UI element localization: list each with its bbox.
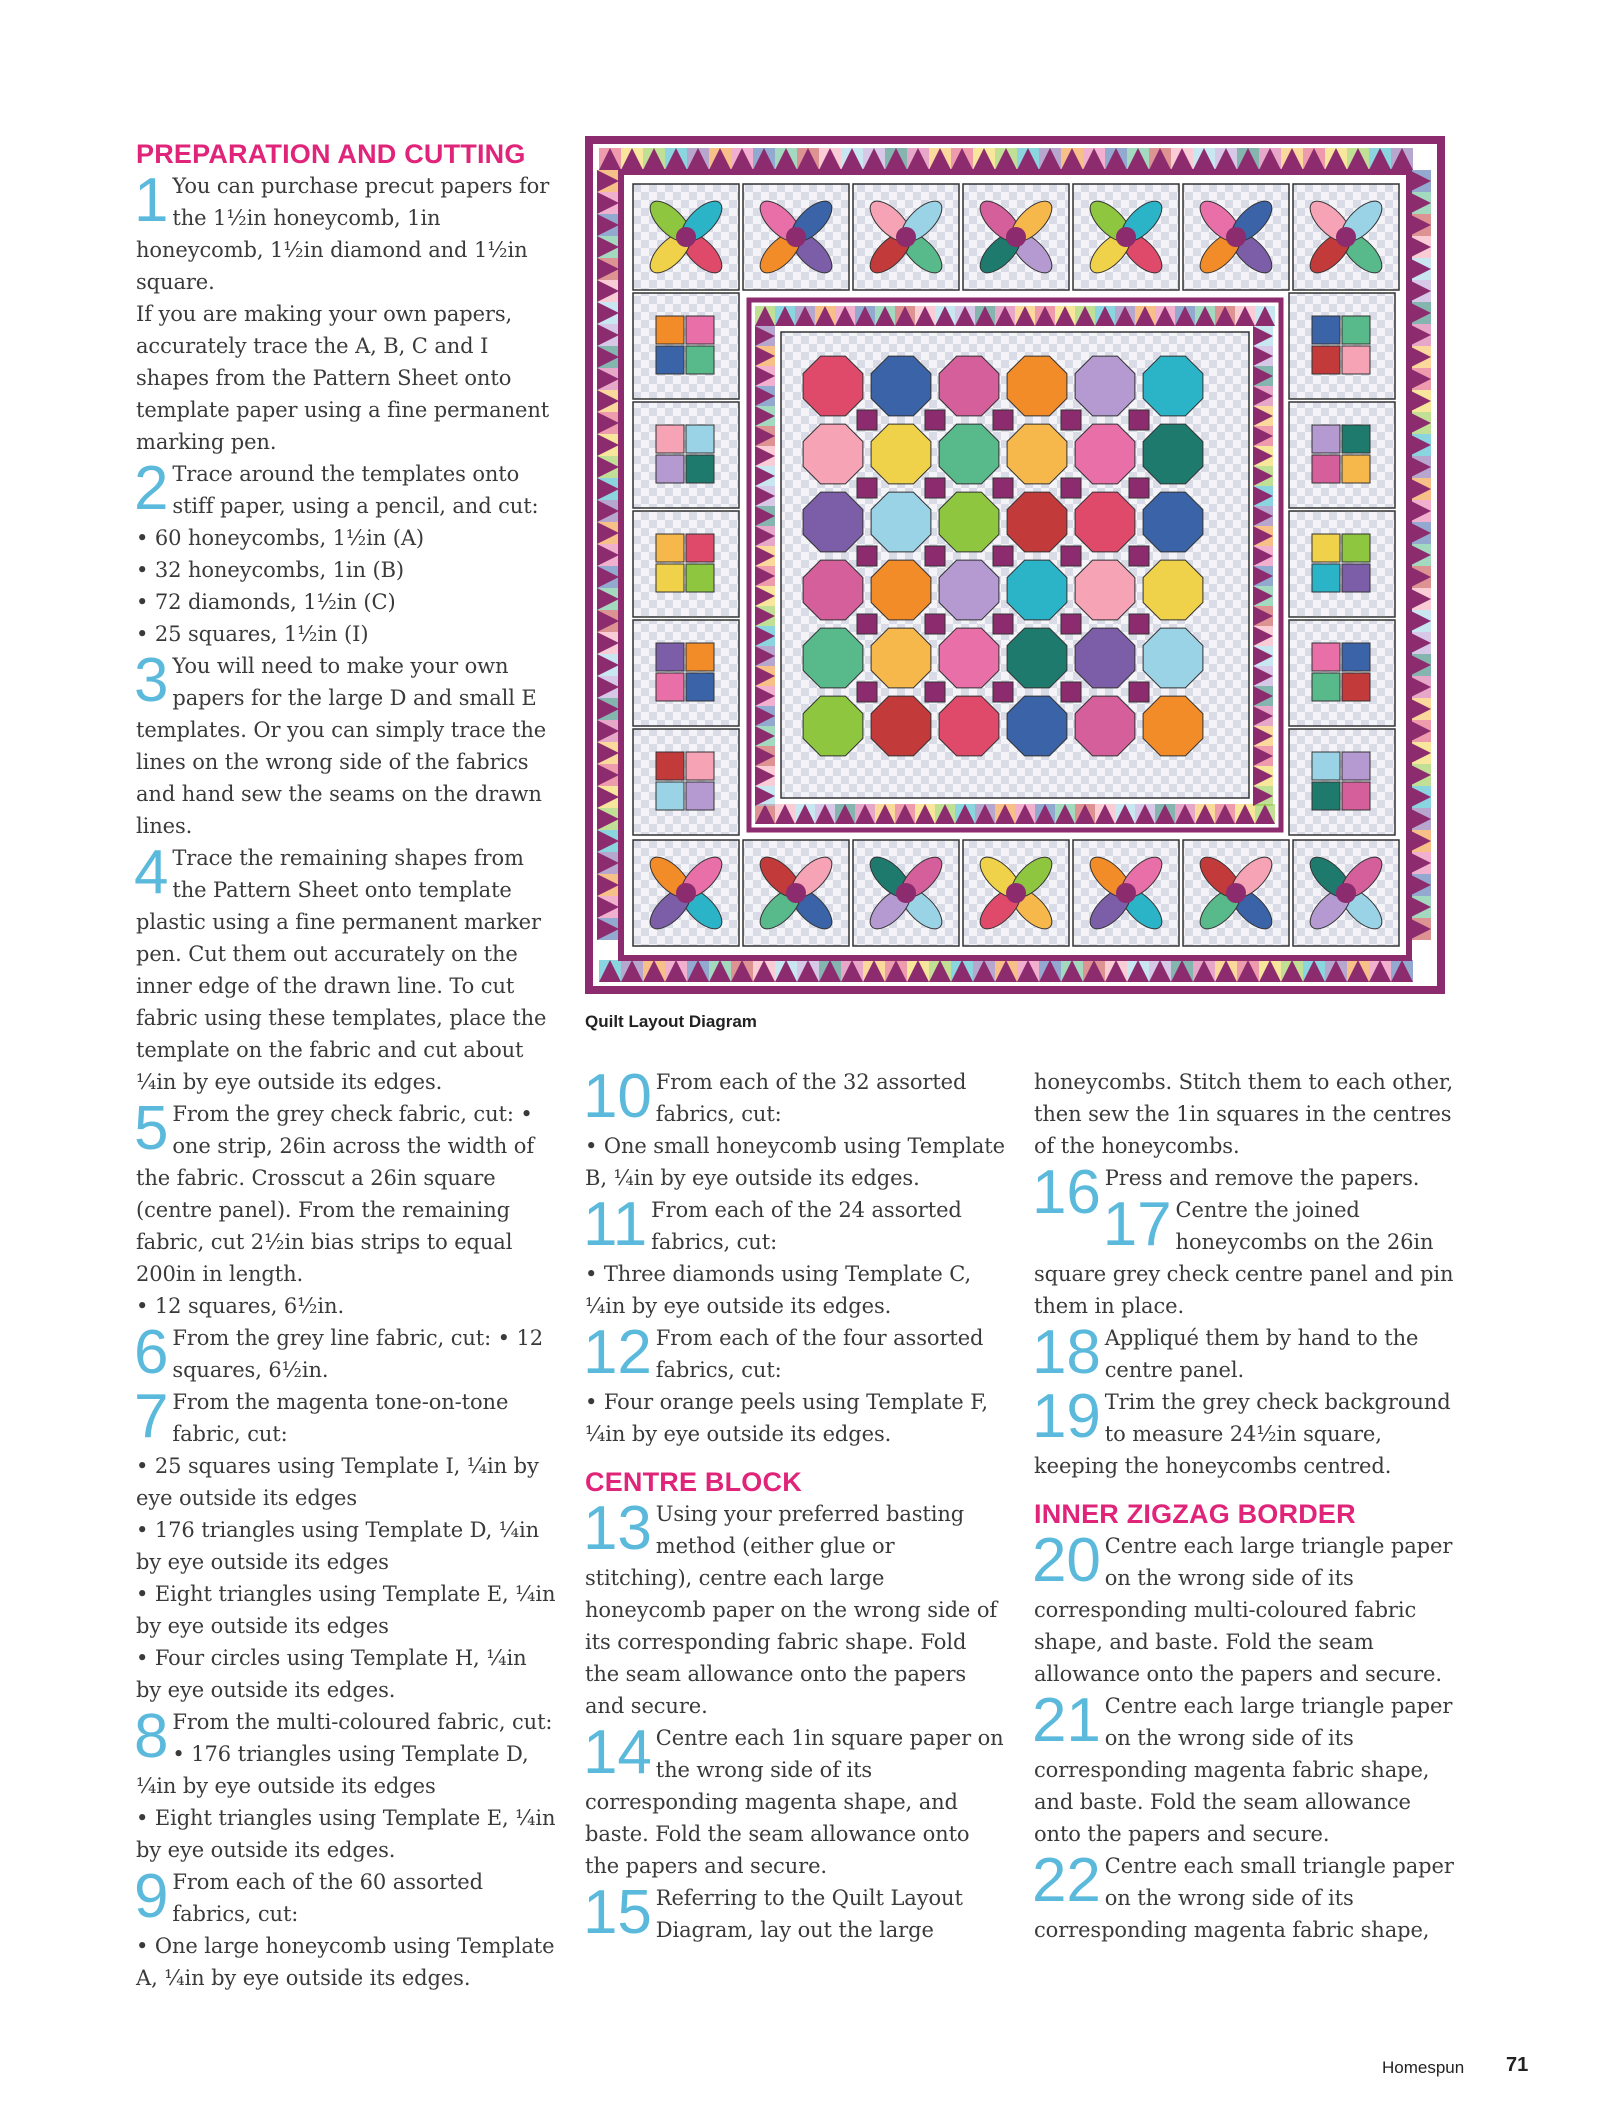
square-patch — [1342, 752, 1370, 780]
honeycomb — [1007, 424, 1067, 484]
block-centre — [676, 883, 696, 903]
honeycomb — [1007, 492, 1067, 552]
block-centre — [896, 883, 916, 903]
step-text: From each of the 24 assorted fabrics, cut: — [651, 1198, 962, 1254]
step-number: 20 — [1032, 1526, 1101, 1595]
block-centre — [1336, 227, 1356, 247]
square-patch — [1312, 425, 1340, 453]
square-patch — [1342, 673, 1370, 701]
square-patch — [1342, 782, 1370, 810]
step-number: 10 — [583, 1062, 652, 1131]
step-9 — [134, 1862, 556, 1931]
centre-square — [857, 410, 877, 430]
quilt-layout-diagram — [585, 136, 1445, 994]
step-number: 17 — [1102, 1190, 1172, 1259]
honeycomb — [803, 628, 863, 688]
bullet-item: • 176 triangles using Template D, ¼in by eye outside its edges — [136, 1518, 540, 1574]
step-number: 9 — [134, 1862, 169, 1931]
step-7 — [134, 1382, 556, 1451]
section-heading-centre-block: CENTRE BLOCK — [585, 1467, 802, 1497]
step-number: 1 — [134, 166, 169, 235]
step-text: Centre each large triangle paper on the wrong side of its corresponding multi-coloured fabric shape, and baste. Fold the seam allowance onto the papers and secure. — [1034, 1534, 1453, 1686]
centre-square — [993, 614, 1013, 634]
block-centre — [676, 227, 696, 247]
honeycomb — [871, 696, 931, 756]
paragraph: If you are making your own papers, accurately trace the A, B, C and I shapes from the Pattern Sheet onto template paper using a fine permanent marking pen. — [136, 302, 550, 454]
square-patch — [686, 673, 714, 701]
step-10 — [583, 1062, 1005, 1131]
step-number: 8 — [134, 1702, 169, 1771]
bullet-item: • Three diamonds using Template C, ¼in by eye outside its edges. — [585, 1262, 972, 1318]
step-15 — [583, 1878, 1005, 1947]
square-patch — [1342, 564, 1370, 592]
step-number: 19 — [1032, 1382, 1101, 1451]
honeycomb — [803, 356, 863, 416]
step-number: 16 — [1032, 1158, 1101, 1227]
step-text: From the magenta tone-on-tone fabric, cut: — [172, 1390, 509, 1446]
square-patch — [1312, 752, 1340, 780]
step-number: 21 — [1032, 1686, 1101, 1755]
honeycomb — [1007, 560, 1067, 620]
square-patch — [1312, 534, 1340, 562]
section-heading-inner-zigzag: INNER ZIGZAG BORDER — [1034, 1499, 1356, 1529]
bullet-item: • Eight triangles using Template E, ¼in by eye outside its edges. — [136, 1806, 556, 1862]
step-text: Trace the remaining shapes from the Pattern Sheet onto template plastic using a fine permanent marker pen. Cut them out accurately on the inner edge of the drawn line. To cut fabric using these templates, place the template on the fabric and cut about ¼in by eye outside its edges. — [136, 846, 547, 1094]
square-patch — [1312, 564, 1340, 592]
bullet-item: • Four orange peels using Template F, ¼in by eye outside its edges. — [585, 1390, 988, 1446]
bullet-item: • 60 honeycombs, 1½in (A) — [136, 526, 425, 550]
centre-square — [925, 614, 945, 634]
step-text: From each of the four assorted fabrics, cut: — [655, 1326, 984, 1382]
honeycomb — [803, 696, 863, 756]
block-centre — [1116, 227, 1136, 247]
square-patch — [1312, 643, 1340, 671]
step-text: From the grey line fabric, cut: • 12 squares, 6½in. — [172, 1326, 544, 1382]
diagram-caption: Quilt Layout Diagram — [585, 1012, 757, 1031]
square-patch — [686, 316, 714, 344]
honeycomb — [803, 560, 863, 620]
honeycomb — [871, 356, 931, 416]
bullet-item: • 32 honeycombs, 1in (B) — [136, 558, 405, 582]
block-centre — [1006, 227, 1026, 247]
step-number: 15 — [583, 1878, 652, 1947]
honeycomb — [939, 424, 999, 484]
honeycomb — [1075, 560, 1135, 620]
centre-square — [857, 614, 877, 634]
square-patch — [656, 316, 684, 344]
honeycomb — [1143, 424, 1203, 484]
centre-square — [925, 478, 945, 498]
square-patch — [1342, 346, 1370, 374]
step-13 — [583, 1494, 1005, 1722]
square-patch — [1342, 425, 1370, 453]
step-19 — [1032, 1382, 1454, 1482]
square-patch — [656, 534, 684, 562]
honeycomb — [1143, 492, 1203, 552]
honeycomb — [1143, 696, 1203, 756]
honeycomb — [1143, 560, 1203, 620]
step-22 — [1032, 1846, 1454, 1946]
step-text: From each of the 32 assorted fabrics, cut: — [655, 1070, 967, 1126]
step-number: 4 — [134, 838, 169, 907]
honeycomb — [871, 424, 931, 484]
centre-square — [993, 682, 1013, 702]
step-20 — [1032, 1526, 1454, 1690]
centre-square — [857, 478, 877, 498]
step-3 — [134, 646, 556, 842]
block-centre — [786, 883, 806, 903]
centre-square — [1129, 614, 1149, 634]
centre-square — [1129, 478, 1149, 498]
honeycomb — [1143, 628, 1203, 688]
square-patch — [1342, 455, 1370, 483]
step-6 — [134, 1318, 556, 1387]
step-number: 22 — [1032, 1846, 1101, 1915]
step-5 — [134, 1094, 556, 1290]
honeycomb — [939, 356, 999, 416]
centre-square — [1061, 478, 1081, 498]
square-patch — [656, 643, 684, 671]
honeycomb — [1143, 356, 1203, 416]
square-patch — [656, 564, 684, 592]
bullet-item: • Four circles using Template H, ¼in by eye outside its edges. — [136, 1646, 527, 1702]
square-patch — [656, 346, 684, 374]
step-text: From the grey check fabric, cut: • one strip, 26in across the width of the fabric. Crosscut a 26in square (centre panel). From the remaining fabric, cut 2½in bias strips to equal 200in in length. — [136, 1102, 535, 1286]
bullet-item: • One large honeycomb using Template A, ¼in by eye outside its edges. — [136, 1934, 555, 1990]
honeycomb — [803, 492, 863, 552]
centre-square — [857, 546, 877, 566]
step-text: Appliqué them by hand to the centre panel. — [1104, 1326, 1419, 1382]
honeycomb — [1075, 424, 1135, 484]
bullet-item: • 25 squares, 1½in (I) — [136, 622, 369, 646]
magazine-name: Homespun — [1382, 2058, 1465, 2077]
square-patch — [1312, 455, 1340, 483]
honeycomb — [871, 560, 931, 620]
step-text: Press and remove the papers. — [1104, 1166, 1420, 1190]
honeycomb — [803, 424, 863, 484]
page-number: 71 — [1506, 2054, 1529, 2076]
square-patch — [686, 752, 714, 780]
step-number: 11 — [583, 1190, 648, 1259]
square-patch — [1342, 643, 1370, 671]
honeycomb — [1007, 356, 1067, 416]
block-centre — [1226, 883, 1246, 903]
block-centre — [1116, 883, 1136, 903]
step-2 — [134, 454, 556, 523]
square-patch — [656, 425, 684, 453]
square-patch — [1342, 316, 1370, 344]
honeycomb — [1075, 492, 1135, 552]
step-number: 5 — [134, 1094, 169, 1163]
section-heading-preparation: PREPARATION AND CUTTING — [136, 139, 526, 169]
step-12 — [583, 1318, 1005, 1387]
block-centre — [896, 227, 916, 247]
honeycomb — [1007, 628, 1067, 688]
centre-square — [925, 546, 945, 566]
quilt-diagram-svg — [585, 136, 1445, 994]
square-patch — [1312, 346, 1340, 374]
step-number: 7 — [134, 1382, 169, 1451]
centre-square — [925, 410, 945, 430]
centre-square — [1129, 546, 1149, 566]
square-patch — [686, 564, 714, 592]
step-18 — [1032, 1318, 1454, 1387]
square-patch — [656, 782, 684, 810]
step-text: Centre each large triangle paper on the wrong side of its corresponding magenta fabric shape, and baste. Fold the seam allowance onto the papers and secure. — [1034, 1694, 1453, 1846]
step-text: From each of the 60 assorted fabrics, cut: — [172, 1870, 483, 1926]
block-centre — [1226, 227, 1246, 247]
centre-square — [1129, 410, 1149, 430]
step-number: 6 — [134, 1318, 169, 1387]
block-centre — [1006, 883, 1026, 903]
square-patch — [686, 782, 714, 810]
square-patch — [1312, 782, 1340, 810]
honeycomb — [1075, 356, 1135, 416]
step-11 — [583, 1190, 1005, 1259]
bullet-item: • 25 squares using Template I, ¼in by eye outside its edges — [136, 1454, 539, 1510]
block-centre — [1336, 883, 1356, 903]
square-patch — [686, 455, 714, 483]
centre-square — [993, 478, 1013, 498]
square-patch — [656, 752, 684, 780]
bullet-item: • 12 squares, 6½in. — [136, 1294, 345, 1318]
column-1 — [136, 136, 556, 1994]
honeycomb — [871, 492, 931, 552]
centre-square — [925, 682, 945, 702]
step-number: 18 — [1032, 1318, 1101, 1387]
square-patch — [1312, 673, 1340, 701]
square-patch — [1312, 316, 1340, 344]
step-number: 13 — [583, 1494, 652, 1563]
bullet-item: • One small honeycomb using Template B, ¼in by eye outside its edges. — [585, 1134, 1005, 1190]
honeycomb — [939, 628, 999, 688]
square-patch — [686, 534, 714, 562]
honeycomb — [1007, 696, 1067, 756]
step-text: Trim the grey check background to measure 24½in square, keeping the honeycombs centred. — [1034, 1390, 1451, 1478]
square-patch — [686, 346, 714, 374]
column-3 — [1034, 1066, 1454, 1946]
step-text: Trace around the templates onto stiff paper, using a pencil, and cut: — [172, 462, 539, 518]
centre-square — [1061, 410, 1081, 430]
honeycomb — [871, 628, 931, 688]
honeycomb — [939, 696, 999, 756]
centre-square — [993, 546, 1013, 566]
step-text: Referring to the Quilt Layout Diagram, lay out the large — [655, 1886, 963, 1942]
honeycomb — [939, 492, 999, 552]
step-text: Using your preferred basting method (either glue or stitching), centre each large honeycomb paper on the wrong side of its corresponding fabric shape. Fold the seam allowance onto the papers and secure. — [585, 1502, 998, 1718]
square-patch — [686, 643, 714, 671]
step-number: 12 — [583, 1318, 652, 1387]
step-14 — [583, 1718, 1005, 1882]
step-number: 14 — [583, 1718, 652, 1787]
centre-square — [857, 682, 877, 702]
step-21 — [1032, 1686, 1454, 1850]
step-text: You will need to make your own papers for the large D and small E templates. Or you can simply trace the lines on the wrong side of the fabrics and hand sew the seams on the drawn lines. — [136, 654, 547, 838]
step-number: 3 — [134, 646, 169, 715]
bullet-item: • Eight triangles using Template E, ¼in by eye outside its edges — [136, 1582, 556, 1638]
paragraph: honeycombs. Stitch them to each other, then sew the 1in squares in the centres of the honeycombs. — [1034, 1070, 1454, 1158]
step-8 — [134, 1702, 556, 1802]
centre-square — [1061, 614, 1081, 634]
centre-square — [1061, 682, 1081, 702]
step-4 — [134, 838, 556, 1098]
step-text: Centre each 1in square paper on the wrong side of its corresponding magenta shape, and baste. Fold the seam allowance onto the papers and secure. — [585, 1726, 1004, 1878]
square-patch — [656, 673, 684, 701]
block-centre — [786, 227, 806, 247]
step-number: 2 — [134, 454, 169, 523]
step-text: Centre each small triangle paper on the wrong side of its corresponding magenta fabric shape, — [1034, 1854, 1454, 1942]
step-text: From the multi-coloured fabric, cut: • 176 triangles using Template D, ¼in by eye outside its edges — [136, 1710, 553, 1798]
square-patch — [686, 425, 714, 453]
column-2 — [583, 1062, 1005, 1947]
centre-square — [993, 410, 1013, 430]
step-text: Centre the joined honeycombs on the 26in square grey check centre panel and pin them in place. — [1034, 1198, 1454, 1318]
honeycomb — [1075, 628, 1135, 688]
step-1 — [134, 166, 556, 298]
honeycomb — [1075, 696, 1135, 756]
honeycomb — [939, 560, 999, 620]
square-patch — [1342, 534, 1370, 562]
step-text: You can purchase precut papers for the 1½in honeycomb, 1in honeycomb, 1½in diamond and 1½in square. — [136, 174, 550, 294]
centre-square — [1061, 546, 1081, 566]
bullet-item: • 72 diamonds, 1½in (C) — [136, 590, 396, 614]
square-patch — [656, 455, 684, 483]
centre-square — [1129, 682, 1149, 702]
